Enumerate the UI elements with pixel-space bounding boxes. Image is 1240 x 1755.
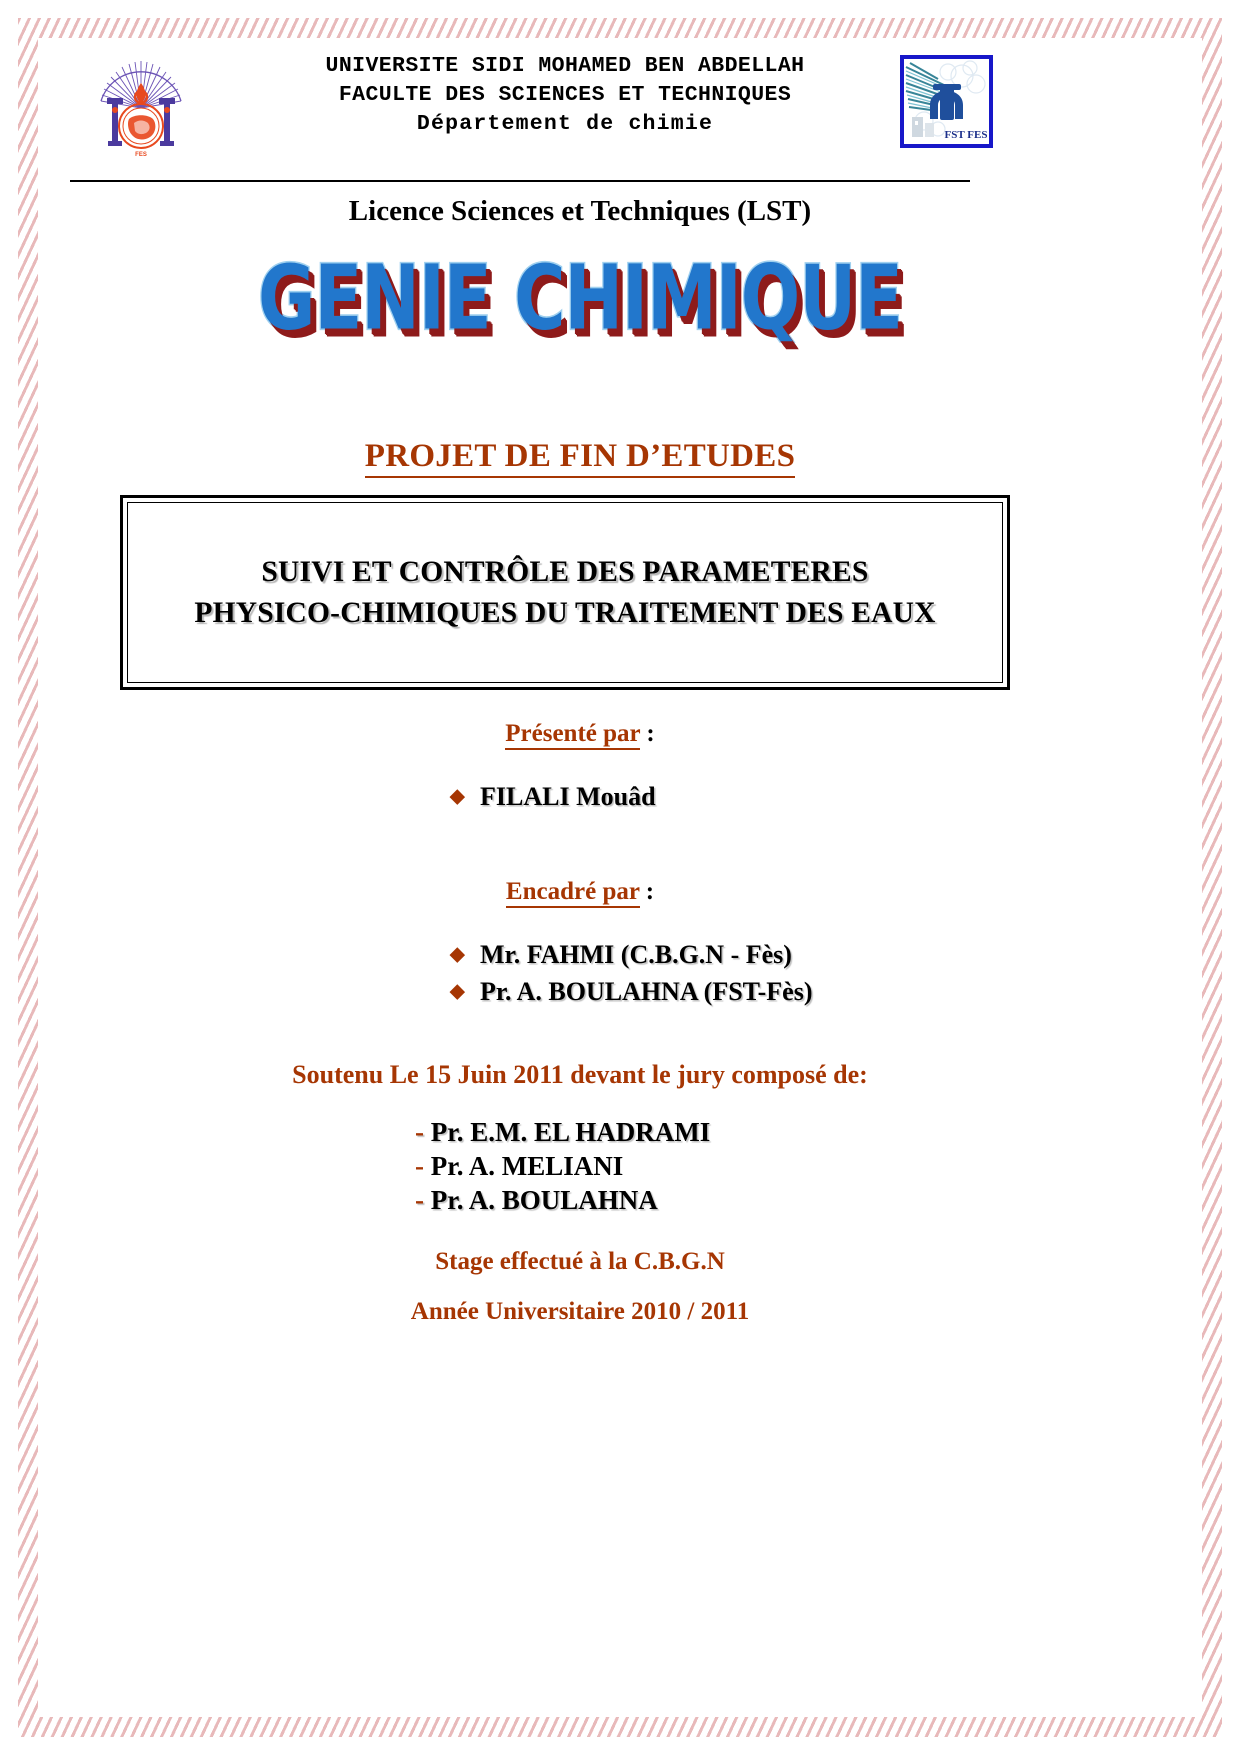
jury-dash: -	[415, 1185, 431, 1215]
project-title	[188, 552, 941, 634]
list-item: ◆ FILALI Mouâd	[450, 778, 1100, 815]
wordart-title-container	[60, 245, 1100, 351]
wordart-genie-chimique: GENIE CHIMIQUE	[258, 245, 902, 351]
university-name: UNIVERSITE SIDI MOHAMED BEN ABDELLAH	[325, 54, 805, 78]
supervised-by-list	[60, 936, 1100, 1010]
supervised-by-heading	[60, 878, 1100, 906]
jury-dash: -	[415, 1117, 431, 1147]
presented-by-label: Présenté par	[505, 720, 640, 750]
jury-member	[415, 1149, 1100, 1183]
svg-text:FES: FES	[135, 152, 147, 158]
page-header	[60, 40, 1180, 170]
project-title-box-inner	[127, 502, 1003, 683]
project-kind-container	[60, 438, 1100, 475]
presented-by-colon: :	[640, 720, 655, 747]
institution-header-text	[230, 52, 900, 139]
supervised-by-colon: :	[639, 878, 655, 905]
jury-name: Pr. A. MELIANI	[430, 1151, 624, 1181]
presented-by-section	[60, 720, 1100, 815]
department-name: Département de chimie	[416, 112, 714, 136]
list-item: ◆ Mr. FAHMI (C.B.G.N - Fès)	[450, 936, 1100, 973]
project-kind-label: PROJET DE FIN D’ETUDES	[365, 438, 795, 478]
usmba-seal-logo	[93, 53, 189, 163]
diploma-line: Licence Sciences et Techniques (LST)	[348, 195, 812, 227]
project-title-line-2: PHYSICO-CHIMIQUES DU TRAITEMENT DES EAUX	[194, 596, 936, 629]
project-title-line-1: SUIVI ET CONTRÔLE DES PARAMETERES	[261, 555, 869, 588]
jury-name: Pr. E.M. EL HADRAMI	[430, 1117, 711, 1147]
faculty-name: FACULTE DES SCIENCES ET TECHNIQUES	[338, 83, 792, 107]
project-title-box	[120, 495, 1010, 690]
jury-dash: -	[415, 1151, 431, 1181]
jury-name: Pr. A. BOULAHNA	[430, 1185, 658, 1215]
academic-year-line: Année Universitaire 2010 / 2011	[410, 1298, 750, 1325]
svg-text:FST FES: FST FES	[944, 129, 988, 141]
jury-list	[60, 1115, 1100, 1217]
cover-page-content	[60, 40, 1180, 1700]
list-item: ◆ Pr. A. BOULAHNA (FST-Fès)	[450, 973, 1100, 1010]
presented-by-heading	[60, 720, 1100, 748]
jury-member	[415, 1183, 1100, 1217]
header-divider	[70, 180, 970, 182]
defense-line: Soutenu Le 15 Juin 2011 devant le jury composé de:	[292, 1060, 868, 1089]
jury-member	[415, 1115, 1100, 1149]
fst-fes-logo	[900, 55, 993, 148]
internship-line: Stage effectué à la C.B.G.N	[435, 1248, 725, 1275]
supervised-by-section	[60, 878, 1100, 1010]
presented-by-list	[60, 778, 1100, 815]
supervised-by-label: Encadré par	[506, 878, 640, 908]
